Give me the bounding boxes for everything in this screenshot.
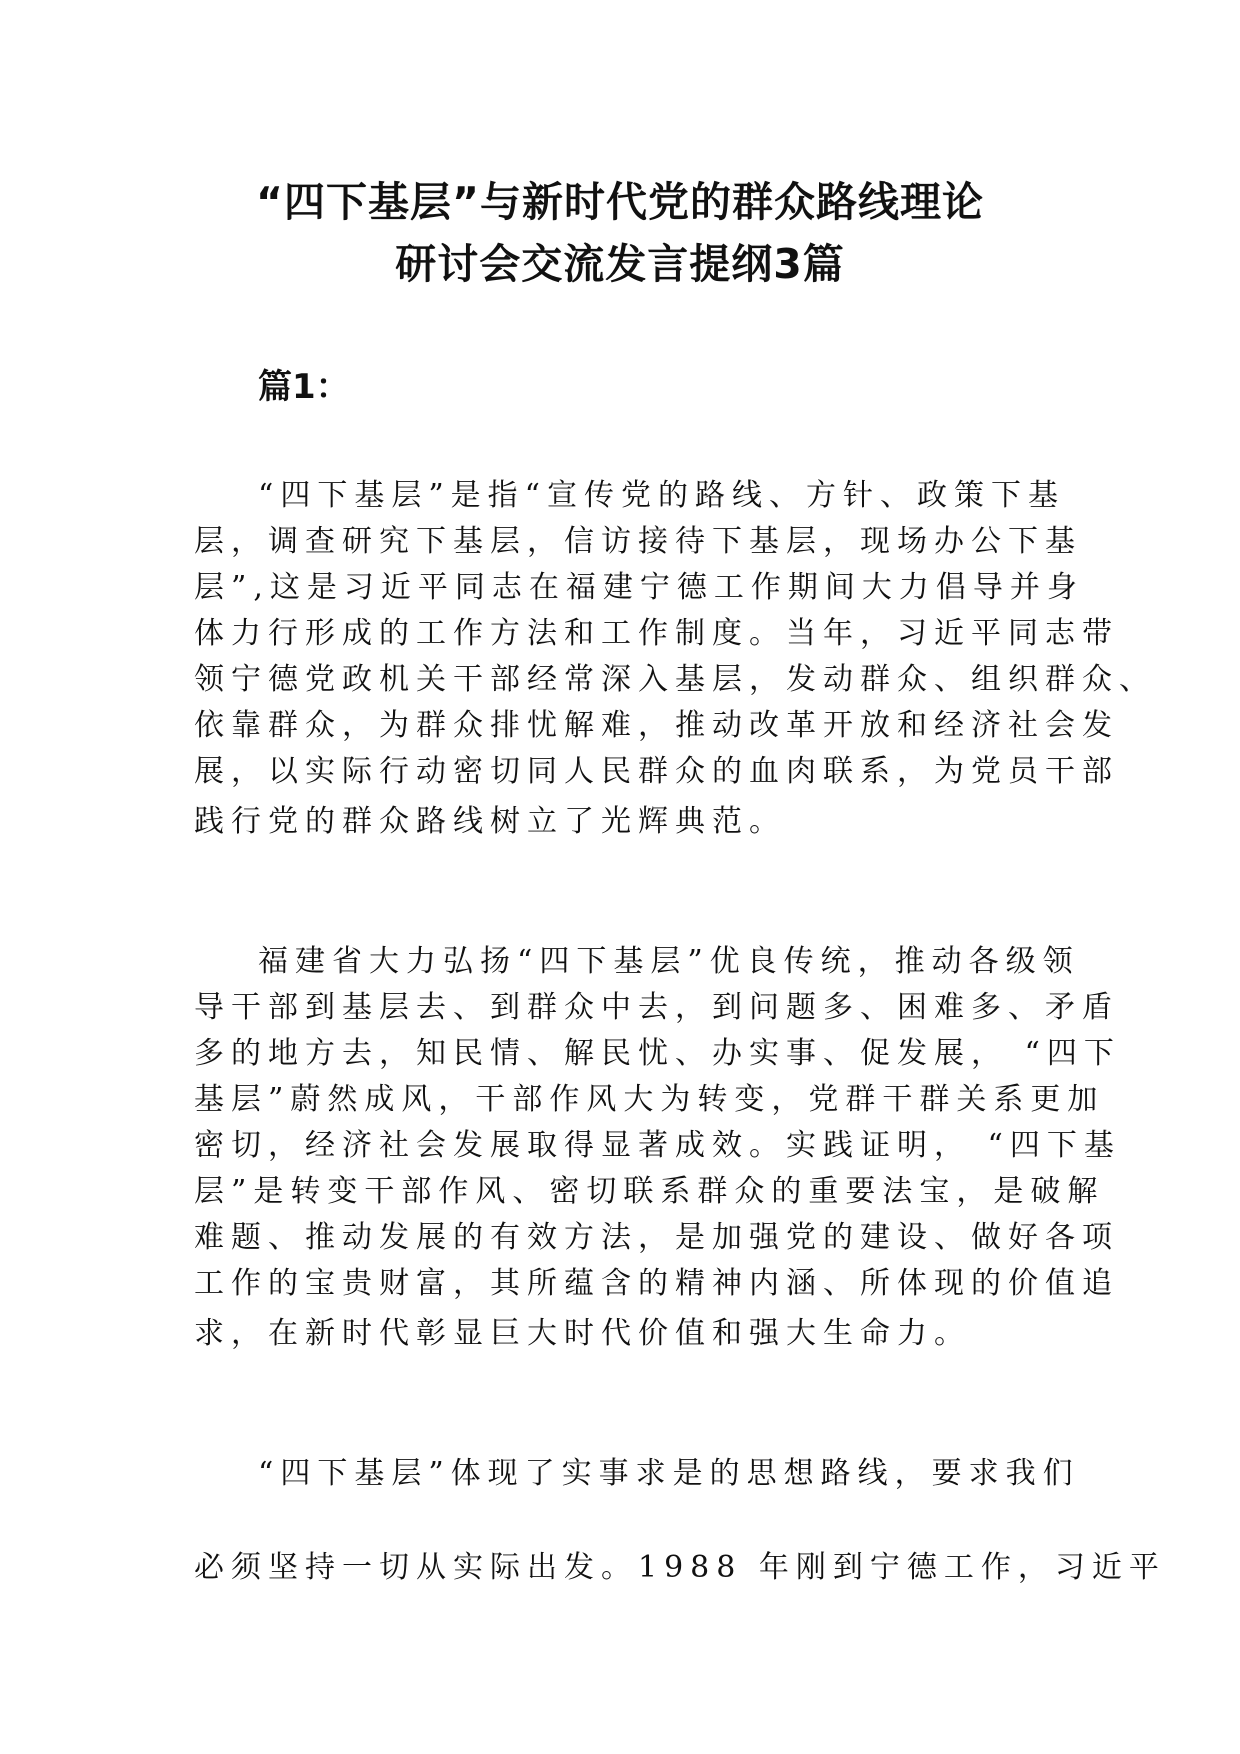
document-title-line-2: 研讨会交流发言提纲3篇: [395, 240, 845, 288]
paragraph-line: 层，调查研究下基层，信访接待下基层，现场办公下基: [194, 524, 1082, 559]
paragraph-line: 密切，经济社会发展取得显著成效。实践证明， “四下基: [194, 1128, 1121, 1163]
paragraph-line: 工作的宝贵财富，其所蕴含的精神内涵、所体现的价值追: [194, 1266, 1119, 1301]
paragraph-line: 必须坚持一切从实际出发。1988 年刚到宁德工作，习近平: [194, 1550, 1166, 1585]
document-title-line-1: “四下基层”与新时代党的群众路线理论: [256, 178, 984, 226]
paragraph-line: 层”是转变干部作风、密切联系群众的重要法宝，是破解: [194, 1174, 1105, 1209]
paragraph-line: 层”,这是习近平同志在福建宁德工作期间大力倡导并身: [194, 570, 1084, 605]
paragraph-line: 践行党的群众路线树立了光辉典范。: [194, 804, 786, 839]
paragraph-line: 难题、推动发展的有效方法，是加强党的建设、做好各项: [194, 1220, 1119, 1255]
paragraph-line: “四下基层”是指“宣传党的路线、方针、政策下基: [258, 478, 1066, 513]
section-heading: 篇1：: [258, 367, 350, 407]
paragraph-line: 展，以实际行动密切同人民群众的血肉联系，为党员干部: [194, 754, 1119, 789]
paragraph-line: 导干部到基层去、到群众中去，到问题多、困难多、矛盾: [194, 990, 1119, 1025]
paragraph-line: “四下基层”体现了实事求是的思想路线，要求我们: [258, 1456, 1080, 1491]
paragraph-line: 多的地方去，知民情、解民忧、办实事、促发展， “四下: [194, 1036, 1121, 1071]
paragraph-line: 依靠群众，为群众排忧解难，推动改革开放和经济社会发: [194, 708, 1119, 743]
paragraph-line: 福建省大力弘扬“四下基层”优良传统，推动各级领: [258, 944, 1080, 979]
paragraph-line: 领宁德党政机关干部经常深入基层，发动群众、组织群众、: [194, 662, 1156, 697]
paragraph-line: 基层”蔚然成风，干部作风大为转变，党群干群关系更加: [194, 1082, 1105, 1117]
paragraph-line: 求，在新时代彰显巨大时代价值和强大生命力。: [194, 1316, 971, 1351]
paragraph-line: 体力行形成的工作方法和工作制度。当年，习近平同志带: [194, 616, 1119, 651]
